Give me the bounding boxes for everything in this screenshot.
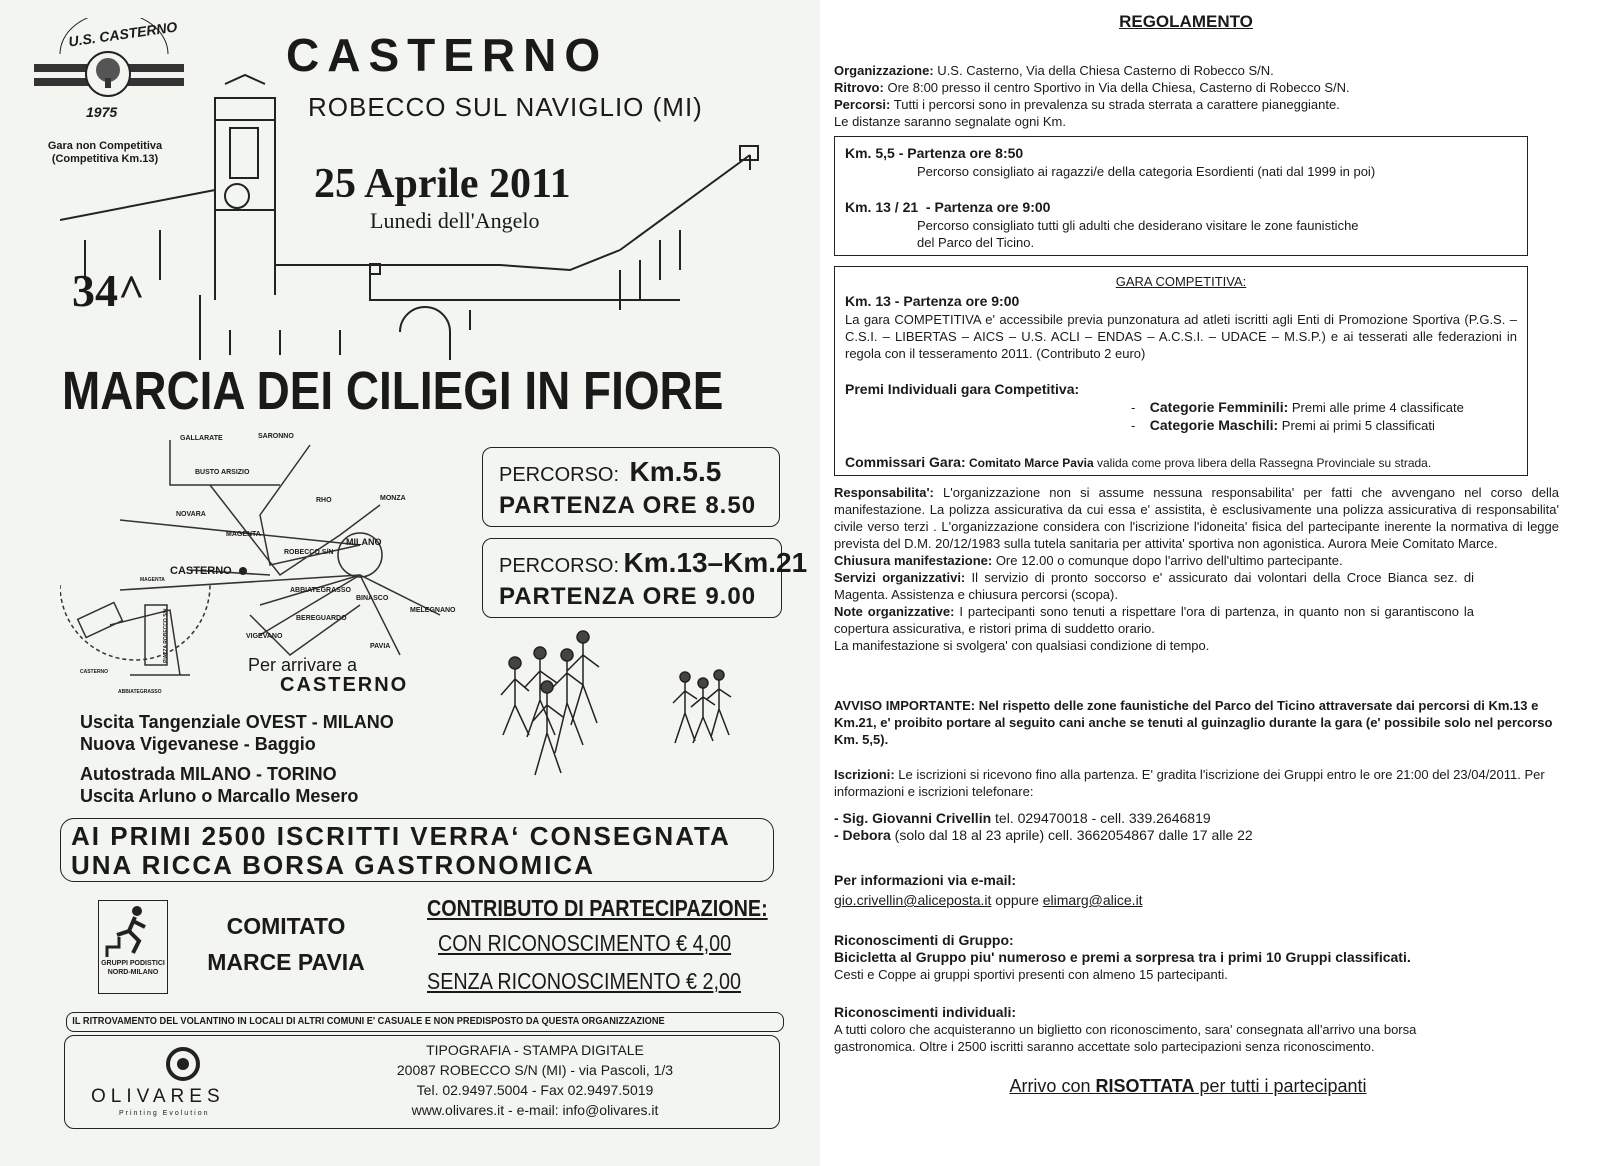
note-line-1: Gara non Competitiva [47,140,163,152]
map-caption-1: Per arrivare a [248,655,358,675]
fee-with-recognition: CON RICONOSCIMENTO € 4,00 [438,930,732,956]
direction-4: Uscita Arluno o Marcallo Mesero [80,786,359,806]
directions [80,711,394,807]
note-text: I partecipanti sono tenuti a rispettare l'ora di partenza, in quanto non si garantiscono la copertura assicurativa, e ristori prima di suddetto orario. [834,604,1475,636]
contact-2-text: (solo dal 18 al 23 aprile) cell. 3662054867 dalle 17 alle 22 [890,827,1253,843]
competitive-text: La gara COMPETITIVA e' accessibile previa punzonatura ad atleti iscritti agli Enti di Promozione Sportiva (P.G.S. – C.S.I. – LIBERTAS – AICS – U.S. ACLI – ENDAS – A.C.S.I. – UDACE – M.S.P.) e ai tesserati alle federazioni in regola con il tesseramento 2011. (Contributo 2 euro) [845,312,1517,361]
route-long-text-2: del Parco del Ticino. [917,235,1035,250]
fee-title: CONTRIBUTO DI PARTECIPAZIONE: [427,895,768,921]
competitive-km: Km. 13 - Partenza ore 9:00 [845,293,1020,309]
event-name: MARCIA DEI CILIEGI IN FIORE [62,361,724,421]
committee-line-1: COMITATO [226,913,346,939]
map-caption-2: CASTERNO [280,674,409,696]
commissioners-label: Commissari Gara: [845,454,966,470]
email-title: Per informazioni via e-mail: [834,872,1017,888]
route-1-km: Km.5.5 [629,456,722,487]
printer-line-1: TIPOGRAFIA - STAMPA DIGITALE [426,1042,644,1058]
ind-text: A tutti coloro che acquisteranno un biglietto con riconoscimento, sara' consegnata all'arrivo una borsa gastronomica. Oltre i 2500 iscritti saranno accettate solo partecipazioni senza riconoscimento. [834,1022,1417,1054]
individual-awards-section [834,1004,1559,1055]
arrival-bold: RISOTTATA [1095,1076,1195,1096]
map-place-magenta: MAGENTA [226,531,261,538]
club-logo-name: U.S. CASTERNO [67,18,179,50]
inset-label-casterno: CASTERNO [80,669,109,675]
email-link-2[interactable]: elimarg@alice.it [1042,892,1143,908]
group-awards-section [834,932,1559,983]
email-link-1[interactable]: gio.crivellin@aliceposta.it [834,892,992,908]
commissioners-name: Comitato Marce Pavia [965,456,1094,470]
prize-male-text: Premi ai primi 5 classificati [1278,418,1435,433]
resp-label: Responsabilita': [834,485,934,500]
map-place-rho: RHO [316,497,332,504]
arrival-note [888,1076,1488,1097]
map-place-robecco: ROBECCO S/N [284,549,334,556]
prize-female: - Categorie Femminili: Premi alle prime 4 classificate [1131,399,1464,415]
route-1-label: PERCORSO: [499,464,620,486]
iscr-label: Iscrizioni: [834,767,895,782]
group-bold: Bicicletta al Gruppo piu' numeroso e premi a sorpresa tra i primi 10 Gruppi classificati. [834,949,1411,965]
prize-female-text: Premi alle prime 4 classificate [1288,400,1464,415]
committee-line-2: MARCE PAVIA [207,949,365,975]
olivares-logo-mark [163,1044,203,1084]
map-place-busto: BUSTO ARSIZIO [195,469,250,476]
flyer-regulations [828,0,1600,1166]
bag-banner [60,818,774,882]
chiusura-label: Chiusura manifestazione: [834,553,993,568]
disclaimer [66,1012,784,1032]
note-label: Note organizzative: [834,604,955,619]
olivares-logo-sub: Printing Evolution [119,1110,210,1117]
prizes-title: Premi Individuali gara Competitiva: [845,381,1080,397]
bag-banner-line-1: AI PRIMI 2500 ISCRITTI VERRA‘ CONSEGNATA [71,821,731,851]
runner-stairs-icon [99,901,167,959]
note-text-2: La manifestazione si svolgera' con qualsiasi condizione di tempo. [834,638,1210,653]
email-section [834,872,1559,909]
contact-2-name: - Debora [834,827,891,843]
map-place-gallarate: GALLARATE [180,435,223,442]
map-place-milano: MILANO [346,537,382,547]
responsibility-section [834,484,1559,654]
route-2-label: PERCORSO: [499,555,620,577]
org-text: U.S. Casterno, Via della Chiesa Casterno di Robecco S/N. [933,63,1274,78]
route-short-title: Km. 5,5 - Partenza ore 8:50 [845,145,1024,161]
route-long-text-1: Percorso consigliato tutti gli adulti che desiderano visitare le zone faunistiche [917,218,1359,233]
chiusura-text: Ore 12.00 o comunque dopo l'arrivo dell'ultimo partecipante. [992,553,1343,568]
group-title: Riconoscimenti di Gruppo: [834,932,1014,948]
map-place-saronno: SARONNO [258,433,294,440]
printer-box [64,1035,780,1129]
map-place-melegnano: MELEGNANO [410,607,456,614]
commissioners [845,454,1431,472]
map-place-casterno: CASTERNO [170,565,232,577]
gruppi-podistici-logo [98,900,168,994]
map-place-bereguardo: BEREGUARDO [296,615,347,622]
percorsi-text-2: Le distanze saranno segnalate ogni Km. [834,114,1066,129]
route-2-km: Km.13–Km.21 [623,547,808,578]
map-place-pavia: PAVIA [370,643,391,650]
prize-female-label: Categorie Femminili: [1149,399,1289,415]
ritrovo-label: Ritrovo: [834,80,884,95]
arrival-pre: Arrivo con [1009,1076,1096,1096]
servizi-text: Il servizio di pronto soccorso e' assicurato dai volontari della Croce Bianca sez. di Magenta. Assistenza e chiusura percorsi (scopa). [834,570,1474,602]
route-1-start: PARTENZA ORE 8.50 [499,492,757,519]
runners-illustration [495,625,745,785]
map-place-vigevano: VIGEVANO [246,633,283,640]
routes-box [834,136,1528,256]
competitive-title: GARA COMPETITIVA: [1115,274,1247,289]
inset-label-magenta: MAGENTA [140,577,165,583]
disclaimer-text: IL RITROVAMENTO DEL VOLANTINO IN LOCALI DI ALTRI COMUNI E' CASUALE E NON PREDISPOSTO DA QUESTA ORGANIZZAZIONE [72,1015,665,1027]
committee-name [186,908,386,980]
route-short-text: Percorso consigliato ai ragazzi/e della categoria Esordienti (nati dal 1999 in poi) [917,164,1376,179]
route-long-title: Km. 13 / 21 - Partenza ore 9:00 [845,199,1051,215]
printer-line-3: Tel. 02.9497.5004 - Fax 02.9497.5019 [416,1082,654,1098]
registration-section [834,766,1559,844]
direction-3: Autostrada MILANO - TORINO [80,764,337,784]
important-notice: AVVISO IMPORTANTE: Nel rispetto delle zone faunistiche del Parco del Ticino attraversate dai percorsi di Km.13 e Km.21, e' proibito portare al seguito cani anche se tenuti al guinzaglio durante la gara (e' possibile solo nel percorso Km. 5,5). [834,698,1553,747]
organization-section [834,62,1559,130]
fee-without-recognition: SENZA RICONOSCIMENTO € 2,00 [427,968,742,994]
org-label: Organizzazione: [834,63,934,78]
printer-info [315,1040,755,1120]
prize-male: - Categorie Maschili: Premi ai primi 5 classificati [1131,417,1435,433]
percorsi-label: Percorsi: [834,97,891,112]
ritrovo-text: Ore 8:00 presso il centro Sportivo in Via della Chiesa, Casterno di Robecco S/N. [883,80,1350,95]
group-text: Cesti e Coppe ai gruppi sportivi presenti con almeno 15 partecipanti. [834,967,1228,982]
edition-number: 34^ [72,265,145,316]
contact-1-text: tel. 029470018 - cell. 339.2646819 [991,810,1211,826]
route-box-2 [482,538,808,618]
olivares-logo-text: OLIVARES [91,1086,225,1107]
route-2-start: PARTENZA ORE 9.00 [499,583,757,610]
bag-banner-line-2: UNA RICCA BORSA GASTRONOMICA [71,850,595,880]
commissioners-text: valida come prova libera della Rassegna Provinciale su strada. [1093,456,1432,470]
ind-title: Riconoscimenti individuali: [834,1004,1017,1020]
gruppi-logo-text: GRUPPI PODISTICI NORD-MILANO [101,960,165,976]
note-line-2: (Competitiva Km.13) [51,153,159,165]
event-location: ROBECCO SUL NAVIGLIO (MI) [308,92,703,122]
inset-label-piazza: PIAZZA ROBECCO S/N [163,608,169,663]
printer-line-2: 20087 ROBECCO S/N (MI) - via Pascoli, 1/3 [396,1062,674,1078]
direction-1: Uscita Tangenziale OVEST - MILANO [80,712,394,732]
map-place-monza: MONZA [380,495,406,502]
map-place-abbiategrasso: ABBIATEGRASSO [290,587,351,594]
printer-line-4: www.olivares.it - e-mail: info@olivares.it [411,1102,659,1118]
servizi-label: Servizi organizzativi: [834,570,966,585]
arrival-post: per tutti i partecipanti [1194,1076,1367,1096]
event-date: 25 Aprile 2011 [314,161,571,207]
direction-2: Nuova Vigevanese - Baggio [80,734,316,754]
competitive-box [834,266,1528,476]
prize-male-label: Categorie Maschili: [1149,417,1279,433]
event-title: CASTERNO [286,29,609,81]
email-or: oppure [991,892,1043,908]
club-logo-year: 1975 [86,104,118,120]
iscr-text: Le iscrizioni si ricevono fino alla partenza. E' gradita l'iscrizione dei Gruppi entro le ore 21:00 del 23/04/2011. Per informazioni e iscrizioni telefonare: [834,767,1545,799]
resp-text: L'organizzazione non si assume nessuna responsabilita' per fatti che avvengano nel corso della manifestazione. La polizza assicurativa da cui essa e' assistita, è esclusivamente una polizza assicurativa di responsabilita' civile verso terzi . L'organizzazione considera con l'iscrizione l'idoneita' fisica del partecipante inerente la normativa di legge prevista del D.M. 20/12/1983 sulla tutela sanitaria per attivita' sportiva non agonistica. Aurora Meie Comitato Marce. [834,485,1559,551]
percorsi-text: Tutti i percorsi sono in prevalenza su strada sterrata a carattere pianeggiante. [890,97,1340,112]
contact-1-name: - Sig. Giovanni Crivellin [834,810,992,826]
inset-label-abbiategrasso: ABBIATEGRASSO [118,689,162,695]
route-box-1 [482,447,780,527]
event-day: Lunedi dell'Angelo [370,208,540,233]
map-place-novara: NOVARA [176,511,206,518]
regulations-title: REGOLAMENTO [1119,12,1253,31]
map-place-binasco: BINASCO [356,595,389,602]
